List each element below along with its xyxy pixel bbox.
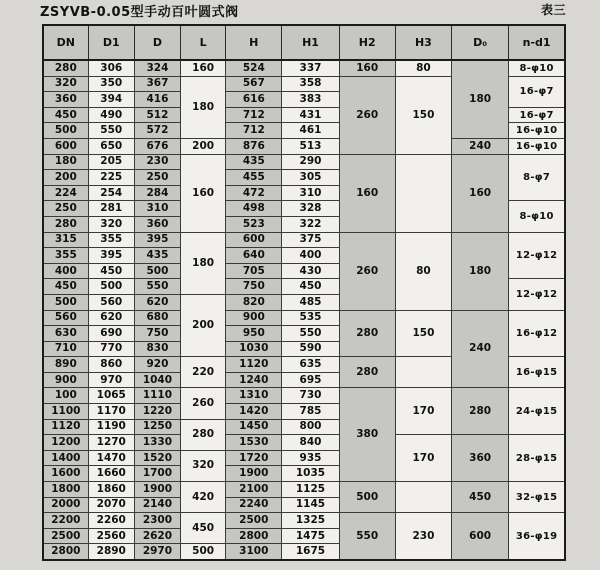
cell-d0: 280 <box>452 388 509 435</box>
cell-d: 550 <box>134 279 180 295</box>
cell-d0: 240 <box>452 138 509 154</box>
cell-d: 310 <box>134 201 180 217</box>
cell-h1: 1125 <box>282 482 339 498</box>
cell-h3: 150 <box>395 76 451 154</box>
cell-h1: 322 <box>282 216 339 232</box>
col-header-h1: H1 <box>282 25 339 60</box>
cell-h: 616 <box>226 92 282 108</box>
cell-h: 524 <box>226 60 282 76</box>
cell-h2: 500 <box>339 482 395 513</box>
cell-d: 2140 <box>134 497 180 513</box>
cell-l: 260 <box>181 388 226 419</box>
cell-d0: 180 <box>452 232 509 310</box>
cell-h3: 80 <box>395 232 451 310</box>
cell-d: 360 <box>134 216 180 232</box>
cell-h1: 590 <box>282 341 339 357</box>
cell-dn: 2000 <box>43 497 88 513</box>
cell-h: 600 <box>226 232 282 248</box>
cell-d0: 360 <box>452 435 509 482</box>
cell-l: 220 <box>181 357 226 388</box>
cell-h: 750 <box>226 279 282 295</box>
cell-h1: 935 <box>282 450 339 466</box>
cell-d: 1900 <box>134 482 180 498</box>
cell-l: 280 <box>181 419 226 450</box>
header-row <box>43 25 565 60</box>
cell-n-d1: 16-φ7 <box>509 107 565 123</box>
cell-h1: 337 <box>282 60 339 76</box>
cell-d: 435 <box>134 248 180 264</box>
cell-h: 1240 <box>226 372 282 388</box>
cell-dn: 355 <box>43 248 88 264</box>
cell-d1: 205 <box>88 154 134 170</box>
cell-h1: 695 <box>282 372 339 388</box>
cell-h: 900 <box>226 310 282 326</box>
cell-d1: 620 <box>88 310 134 326</box>
cell-d1: 355 <box>88 232 134 248</box>
cell-h3: 150 <box>395 310 451 357</box>
cell-n-d1: 16-φ10 <box>509 138 565 154</box>
table-number-label: 表三 <box>540 3 566 17</box>
cell-h: 1120 <box>226 357 282 373</box>
cell-h1: 290 <box>282 154 339 170</box>
cell-h2: 160 <box>339 154 395 232</box>
cell-d1: 550 <box>88 123 134 139</box>
table-body <box>43 60 565 560</box>
cell-h: 2100 <box>226 482 282 498</box>
cell-d: 395 <box>134 232 180 248</box>
cell-d0: 180 <box>452 60 509 138</box>
cell-h1: 450 <box>282 279 339 295</box>
cell-h1: 800 <box>282 419 339 435</box>
cell-d1: 500 <box>88 279 134 295</box>
cell-dn: 1800 <box>43 482 88 498</box>
cell-d: 2970 <box>134 544 180 560</box>
cell-d: 830 <box>134 341 180 357</box>
cell-h: 3100 <box>226 544 282 560</box>
cell-dn: 360 <box>43 92 88 108</box>
cell-h: 1450 <box>226 419 282 435</box>
col-header-dn: DN <box>43 25 88 60</box>
cell-dn: 450 <box>43 279 88 295</box>
cell-dn: 280 <box>43 216 88 232</box>
cell-d1: 281 <box>88 201 134 217</box>
cell-dn: 250 <box>43 201 88 217</box>
cell-l: 160 <box>181 154 226 232</box>
cell-h1: 375 <box>282 232 339 248</box>
cell-d: 367 <box>134 76 180 92</box>
cell-h1: 1035 <box>282 466 339 482</box>
col-header-d1: D1 <box>88 25 134 60</box>
cell-h1: 730 <box>282 388 339 404</box>
cell-h1: 1145 <box>282 497 339 513</box>
cell-h2: 260 <box>339 76 395 154</box>
cell-dn: 224 <box>43 185 88 201</box>
cell-d1: 970 <box>88 372 134 388</box>
cell-dn: 900 <box>43 372 88 388</box>
cell-h1: 430 <box>282 263 339 279</box>
cell-d: 1220 <box>134 404 180 420</box>
cell-h1: 310 <box>282 185 339 201</box>
cell-l: 200 <box>181 294 226 356</box>
cell-d1: 320 <box>88 216 134 232</box>
cell-h1: 1675 <box>282 544 339 560</box>
cell-d1: 770 <box>88 341 134 357</box>
cell-d0: 240 <box>452 310 509 388</box>
cell-h: 498 <box>226 201 282 217</box>
cell-d1: 2890 <box>88 544 134 560</box>
table-row <box>43 154 565 170</box>
cell-h2: 550 <box>339 513 395 560</box>
cell-d: 1040 <box>134 372 180 388</box>
cell-d1: 450 <box>88 263 134 279</box>
table-row <box>43 435 565 451</box>
cell-d: 676 <box>134 138 180 154</box>
cell-dn: 315 <box>43 232 88 248</box>
col-header-h2: H2 <box>339 25 395 60</box>
cell-h2: 260 <box>339 232 395 310</box>
cell-l: 450 <box>181 513 226 544</box>
cell-n-d1: 36-φ19 <box>509 513 565 560</box>
cell-d1: 1470 <box>88 450 134 466</box>
cell-d: 750 <box>134 326 180 342</box>
cell-h1: 1475 <box>282 528 339 544</box>
cell-dn: 1400 <box>43 450 88 466</box>
cell-d: 284 <box>134 185 180 201</box>
table-row <box>43 310 565 326</box>
cell-d: 1330 <box>134 435 180 451</box>
cell-d1: 1860 <box>88 482 134 498</box>
cell-n-d1: 8-φ10 <box>509 60 565 76</box>
cell-d1: 490 <box>88 107 134 123</box>
cell-dn: 400 <box>43 263 88 279</box>
col-header-d0: D₀ <box>452 25 509 60</box>
table-row <box>43 388 565 404</box>
cell-d: 920 <box>134 357 180 373</box>
cell-n-d1: 24-φ15 <box>509 388 565 435</box>
cell-d: 500 <box>134 263 180 279</box>
cell-d: 230 <box>134 154 180 170</box>
cell-l: 180 <box>181 76 226 138</box>
cell-h3 <box>395 357 451 388</box>
cell-h: 705 <box>226 263 282 279</box>
cell-d1: 306 <box>88 60 134 76</box>
cell-d: 250 <box>134 170 180 186</box>
cell-h1: 513 <box>282 138 339 154</box>
cell-dn: 1200 <box>43 435 88 451</box>
page-header <box>40 1 566 20</box>
cell-d1: 690 <box>88 326 134 342</box>
cell-dn: 710 <box>43 341 88 357</box>
cell-d1: 395 <box>88 248 134 264</box>
cell-h: 1310 <box>226 388 282 404</box>
col-header-n-d1: n-d1 <box>509 25 565 60</box>
cell-h: 567 <box>226 76 282 92</box>
cell-d1: 1270 <box>88 435 134 451</box>
cell-h2: 280 <box>339 310 395 357</box>
cell-d1: 1170 <box>88 404 134 420</box>
cell-d1: 1660 <box>88 466 134 482</box>
cell-d1: 560 <box>88 294 134 310</box>
cell-h2: 380 <box>339 388 395 482</box>
cell-h: 435 <box>226 154 282 170</box>
cell-l: 500 <box>181 544 226 560</box>
cell-h1: 535 <box>282 310 339 326</box>
cell-dn: 280 <box>43 60 88 76</box>
cell-h: 1030 <box>226 341 282 357</box>
cell-l: 320 <box>181 450 226 481</box>
col-header-d: D <box>134 25 180 60</box>
col-header-l: L <box>181 25 226 60</box>
cell-h: 1900 <box>226 466 282 482</box>
cell-d1: 254 <box>88 185 134 201</box>
cell-h: 472 <box>226 185 282 201</box>
cell-d: 1110 <box>134 388 180 404</box>
cell-h: 455 <box>226 170 282 186</box>
cell-l: 160 <box>181 60 226 76</box>
cell-d: 1520 <box>134 450 180 466</box>
cell-n-d1: 12-φ12 <box>509 279 565 310</box>
cell-h1: 485 <box>282 294 339 310</box>
col-header-h: H <box>226 25 282 60</box>
cell-d: 1700 <box>134 466 180 482</box>
cell-dn: 1100 <box>43 404 88 420</box>
cell-h: 2240 <box>226 497 282 513</box>
cell-l: 180 <box>181 232 226 294</box>
table-row <box>43 513 565 529</box>
cell-h: 876 <box>226 138 282 154</box>
valve-dimension-table <box>42 24 566 561</box>
cell-n-d1: 8-φ10 <box>509 201 565 232</box>
cell-d1: 2560 <box>88 528 134 544</box>
cell-h3: 230 <box>395 513 451 560</box>
cell-dn: 2500 <box>43 528 88 544</box>
cell-h3: 170 <box>395 435 451 482</box>
cell-h3: 80 <box>395 60 451 76</box>
cell-n-d1: 28-φ15 <box>509 435 565 482</box>
cell-d: 680 <box>134 310 180 326</box>
cell-d1: 1065 <box>88 388 134 404</box>
cell-d: 416 <box>134 92 180 108</box>
cell-h1: 328 <box>282 201 339 217</box>
cell-d1: 650 <box>88 138 134 154</box>
cell-h: 1420 <box>226 404 282 420</box>
cell-h: 1530 <box>226 435 282 451</box>
cell-d0: 160 <box>452 154 509 232</box>
cell-n-d1: 32-φ15 <box>509 482 565 513</box>
cell-l: 200 <box>181 138 226 154</box>
cell-dn: 1120 <box>43 419 88 435</box>
cell-d: 512 <box>134 107 180 123</box>
cell-h: 2800 <box>226 528 282 544</box>
cell-dn: 500 <box>43 294 88 310</box>
cell-dn: 180 <box>43 154 88 170</box>
cell-h: 712 <box>226 123 282 139</box>
cell-h: 950 <box>226 326 282 342</box>
cell-h1: 383 <box>282 92 339 108</box>
cell-n-d1: 16-φ15 <box>509 357 565 388</box>
cell-d0: 600 <box>452 513 509 560</box>
cell-dn: 2200 <box>43 513 88 529</box>
cell-h1: 358 <box>282 76 339 92</box>
cell-dn: 450 <box>43 107 88 123</box>
table-row <box>43 232 565 248</box>
cell-h2: 280 <box>339 357 395 388</box>
cell-d1: 394 <box>88 92 134 108</box>
cell-h: 820 <box>226 294 282 310</box>
cell-d1: 860 <box>88 357 134 373</box>
cell-d1: 225 <box>88 170 134 186</box>
cell-dn: 630 <box>43 326 88 342</box>
cell-h: 2500 <box>226 513 282 529</box>
cell-h1: 785 <box>282 404 339 420</box>
cell-h1: 461 <box>282 123 339 139</box>
cell-n-d1: 16-φ10 <box>509 123 565 139</box>
cell-d1: 2260 <box>88 513 134 529</box>
cell-dn: 200 <box>43 170 88 186</box>
cell-h2: 160 <box>339 60 395 76</box>
cell-h3 <box>395 482 451 513</box>
cell-dn: 500 <box>43 123 88 139</box>
cell-h3 <box>395 154 451 232</box>
cell-d1: 1190 <box>88 419 134 435</box>
table-row <box>43 482 565 498</box>
cell-h: 523 <box>226 216 282 232</box>
cell-d: 2300 <box>134 513 180 529</box>
cell-dn: 560 <box>43 310 88 326</box>
cell-d: 572 <box>134 123 180 139</box>
cell-d1: 350 <box>88 76 134 92</box>
table-row <box>43 60 565 76</box>
cell-dn: 100 <box>43 388 88 404</box>
col-header-h3: H3 <box>395 25 451 60</box>
cell-h1: 550 <box>282 326 339 342</box>
cell-dn: 600 <box>43 138 88 154</box>
cell-dn: 320 <box>43 76 88 92</box>
cell-d: 1250 <box>134 419 180 435</box>
page-title: ZSYVB-0.05型手动百叶圆式阀 <box>40 5 239 20</box>
cell-h1: 840 <box>282 435 339 451</box>
cell-h: 640 <box>226 248 282 264</box>
cell-h: 1720 <box>226 450 282 466</box>
cell-n-d1: 12-φ12 <box>509 232 565 279</box>
cell-h1: 431 <box>282 107 339 123</box>
cell-dn: 2800 <box>43 544 88 560</box>
cell-d1: 2070 <box>88 497 134 513</box>
cell-d: 2620 <box>134 528 180 544</box>
cell-n-d1: 16-φ12 <box>509 310 565 357</box>
cell-dn: 890 <box>43 357 88 373</box>
cell-h: 712 <box>226 107 282 123</box>
cell-dn: 1600 <box>43 466 88 482</box>
cell-d0: 450 <box>452 482 509 513</box>
cell-d: 324 <box>134 60 180 76</box>
cell-n-d1: 16-φ7 <box>509 76 565 107</box>
cell-h1: 1325 <box>282 513 339 529</box>
cell-d: 620 <box>134 294 180 310</box>
table-row <box>43 138 565 154</box>
cell-n-d1: 8-φ7 <box>509 154 565 201</box>
cell-h1: 305 <box>282 170 339 186</box>
cell-h1: 635 <box>282 357 339 373</box>
cell-h1: 400 <box>282 248 339 264</box>
cell-h3: 170 <box>395 388 451 435</box>
cell-l: 420 <box>181 482 226 513</box>
